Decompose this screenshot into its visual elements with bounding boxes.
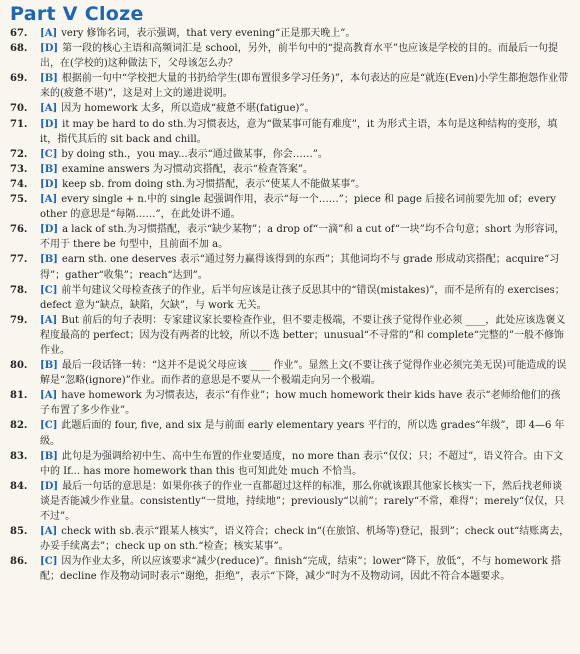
explanation-text: 最后一句话的意思是：如果你孩子的作业一直都超过这样的标准，那么你就该跟其他家长核实一下，然后找老师谈谈是否能减少作业量。consistently“一贯地，持续地”；previously“以前”；rarely“不常，难得”；merely“仅仅，只不过”。 bbox=[40, 480, 565, 522]
answer-item bbox=[10, 101, 570, 116]
answer-letter: [A] bbox=[40, 103, 58, 115]
explanation-text: 最后一段话锋一转：“这并不是说父母应该 ____ 作业”。显然上文(不要让孩子觉得作业必须完美无误)可能造成的误解是“忽略(ignore)”作业。而作者的意思是不要从一个极端走向另一个极端。 bbox=[40, 360, 567, 387]
explanation-text: very 修饰名词，表示强调，that very evening“正是那天晚上”。 bbox=[61, 28, 356, 39]
answer-letter: [C] bbox=[40, 420, 58, 432]
answer-letter: [D] bbox=[40, 43, 59, 55]
answer-item bbox=[10, 283, 570, 313]
item-explanation bbox=[40, 418, 570, 448]
item-number: 67. bbox=[10, 28, 28, 39]
answer-item bbox=[10, 449, 570, 479]
explanation-text: 此句是为强调给初中生、高中生布置的作业要适度，no more than 表示“仅仅；只；不超过”，语义符合。由下文中的 If... has more homework than this 也可知此处 much 不恰当。 bbox=[40, 450, 564, 477]
answer-item bbox=[10, 147, 570, 162]
explanation-text: a lack of sth.为习惯搭配，表示“缺少某物”；a drop of“一滴”和 a cut of“一块”均不合句意；short 为形容词，不用于 there be 句型中，且前面不加 a。 bbox=[40, 224, 565, 251]
explanation-text: 第一段的核心主语和高频词汇是 school，另外，前半句中的“提高教育水平”也应该是学校的目的。而最后一句提出，在(学校的)这种做法下，父母该怎么办？ bbox=[40, 43, 558, 70]
answer-item bbox=[10, 117, 570, 147]
answer-letter: [A] bbox=[40, 28, 58, 39]
item-explanation bbox=[40, 252, 570, 282]
answer-letter: [D] bbox=[40, 178, 59, 190]
answer-key-list bbox=[10, 26, 570, 584]
answer-letter: [A] bbox=[40, 526, 58, 538]
item-number: 80. bbox=[10, 360, 28, 372]
answer-item bbox=[10, 418, 570, 448]
item-explanation bbox=[40, 26, 570, 41]
item-explanation bbox=[40, 388, 570, 418]
explanation-text: 此题后面的 four, five, and six 是与前面 early elementary years 平行的，所以选 grades“年级”，即 4—6 年级。 bbox=[40, 420, 565, 447]
answer-letter: [A] bbox=[40, 194, 58, 206]
answer-letter: [B] bbox=[40, 73, 58, 85]
answer-item bbox=[10, 388, 570, 418]
answer-letter: [C] bbox=[40, 148, 58, 160]
explanation-text: 前半句建议父母检查孩子的作业，后半句应该是让孩子反思其中的“错误(mistakes)”，而不是所有的 exercises；defect 意为“缺点，缺陷，欠缺”，与 work 无关。 bbox=[40, 284, 565, 311]
answer-letter: [B] bbox=[40, 163, 58, 175]
answer-item bbox=[10, 252, 570, 282]
item-number: 84. bbox=[10, 480, 28, 492]
item-explanation bbox=[40, 313, 570, 358]
item-explanation bbox=[40, 41, 570, 71]
item-explanation bbox=[40, 524, 570, 554]
answer-letter: [A] bbox=[40, 314, 58, 326]
explanation-text: by doing sth.，you may...表示“通过做某事，你会……”。 bbox=[61, 148, 328, 160]
item-explanation bbox=[40, 449, 570, 479]
item-number: 81. bbox=[10, 390, 28, 402]
item-explanation bbox=[40, 283, 570, 313]
item-explanation bbox=[40, 162, 570, 177]
item-explanation bbox=[40, 222, 570, 252]
explanation-text: have homework 为习惯表达，表示“有作业”；how much homework their kids have 表示“老师给他们的孩子布置了多少作业”。 bbox=[40, 390, 561, 417]
item-number: 75. bbox=[10, 194, 28, 206]
explanation-text: check with sb.表示“跟某人核实”，语义符合；check in“(在旅馆、机场等)登记，报到”；check out“结账离去，办妥手续离去”；check up on sth.“检查；核实某事”。 bbox=[40, 526, 570, 553]
section-title: Part V Cloze bbox=[10, 3, 144, 25]
answer-letter: [B] bbox=[40, 360, 58, 372]
explanation-text: examine answers 为习惯动宾搭配，表示“检查答案”。 bbox=[61, 163, 313, 175]
answer-letter: [B] bbox=[40, 450, 58, 462]
item-number: 72. bbox=[10, 148, 28, 160]
explanation-text: it may be hard to do sth.为习惯表达，意为“做某事可能有难度”，it 为形式主语，本句是这种结构的变形，填 it，指代其后的 sit back and chill。 bbox=[40, 118, 558, 145]
item-number: 71. bbox=[10, 118, 28, 130]
answer-letter: [C] bbox=[40, 556, 58, 568]
item-number: 70. bbox=[10, 103, 28, 115]
answer-item bbox=[10, 162, 570, 177]
answer-letter: [D] bbox=[40, 118, 59, 130]
explanation-text: 因为作业太多，所以应该要求“减少(reduce)”。finish“完成，结束”；lower“降下，放低”，不与 homework 搭配；decline 作及物动词时表示“谢绝，拒绝”，表示“下降，减少”时为不及物动词，因此不符合本题要求。 bbox=[40, 556, 561, 583]
answer-letter: [D] bbox=[40, 480, 59, 492]
item-number: 69. bbox=[10, 73, 28, 85]
explanation-text: But 前后的句子表明：专家建议家长要检查作业，但不要走极端，不要让孩子觉得作业必须 ____，此处应该选褒义程度最高的 perfect；因为没有两者的比较，所以不选 better；unusual“不寻常的”和 complete“完整的”一般不修饰作业。 bbox=[40, 314, 566, 356]
answer-item bbox=[10, 554, 570, 584]
answer-letter: [A] bbox=[40, 390, 58, 402]
item-explanation bbox=[40, 554, 570, 584]
answer-item bbox=[10, 222, 570, 252]
answer-item bbox=[10, 313, 570, 358]
answer-letter: [B] bbox=[40, 254, 58, 266]
answer-item bbox=[10, 26, 570, 41]
item-number: 78. bbox=[10, 284, 28, 296]
explanation-text: earn sth. one deserves 表示“通过努力赢得该得到的东西”；其他词均不与 grade 形成动宾搭配；acquire“习得”；gather“收集”；reach“达到”。 bbox=[40, 254, 560, 281]
item-explanation bbox=[40, 479, 570, 524]
item-explanation bbox=[40, 71, 570, 101]
item-explanation bbox=[40, 117, 570, 147]
answer-item bbox=[10, 192, 570, 222]
explanation-text: 因为 homework 太多，所以造成“疲惫不堪(fatigue)”。 bbox=[61, 103, 315, 115]
item-number: 74. bbox=[10, 178, 28, 190]
item-number: 68. bbox=[10, 43, 28, 55]
explanation-text: every single + n.中的 single 起强调作用，表示“每一个……”；piece 和 page 后接名词前要先加 of；every other 的意思是“每隔……”，在此处讲不通。 bbox=[40, 194, 556, 221]
answer-item bbox=[10, 524, 570, 554]
item-number: 83. bbox=[10, 450, 28, 462]
item-number: 77. bbox=[10, 254, 28, 266]
item-number: 85. bbox=[10, 526, 28, 538]
item-explanation bbox=[40, 101, 570, 116]
answer-item bbox=[10, 479, 570, 524]
item-explanation bbox=[40, 358, 570, 388]
item-number: 86. bbox=[10, 556, 28, 568]
answer-letter: [D] bbox=[40, 224, 59, 236]
answer-letter: [C] bbox=[40, 284, 58, 296]
answer-item bbox=[10, 71, 570, 101]
item-explanation bbox=[40, 147, 570, 162]
item-explanation bbox=[40, 177, 570, 192]
item-number: 79. bbox=[10, 314, 28, 326]
item-number: 73. bbox=[10, 163, 28, 175]
explanation-text: keep sb. from doing sth.为习惯搭配，表示“使某人不能做某事”。 bbox=[62, 178, 366, 190]
answer-item bbox=[10, 358, 570, 388]
answer-item bbox=[10, 41, 570, 71]
item-explanation bbox=[40, 192, 570, 222]
explanation-text: 根据前一句中“学校把大量的书扔给学生(即布置很多学习任务)”，本句表达的应是“就连(Even)小学生都抱怨作业带来的(疲惫不堪)”，这是对上文的递进说明。 bbox=[40, 73, 569, 100]
answer-item bbox=[10, 177, 570, 192]
item-number: 76. bbox=[10, 224, 28, 236]
item-number: 82. bbox=[10, 420, 28, 432]
